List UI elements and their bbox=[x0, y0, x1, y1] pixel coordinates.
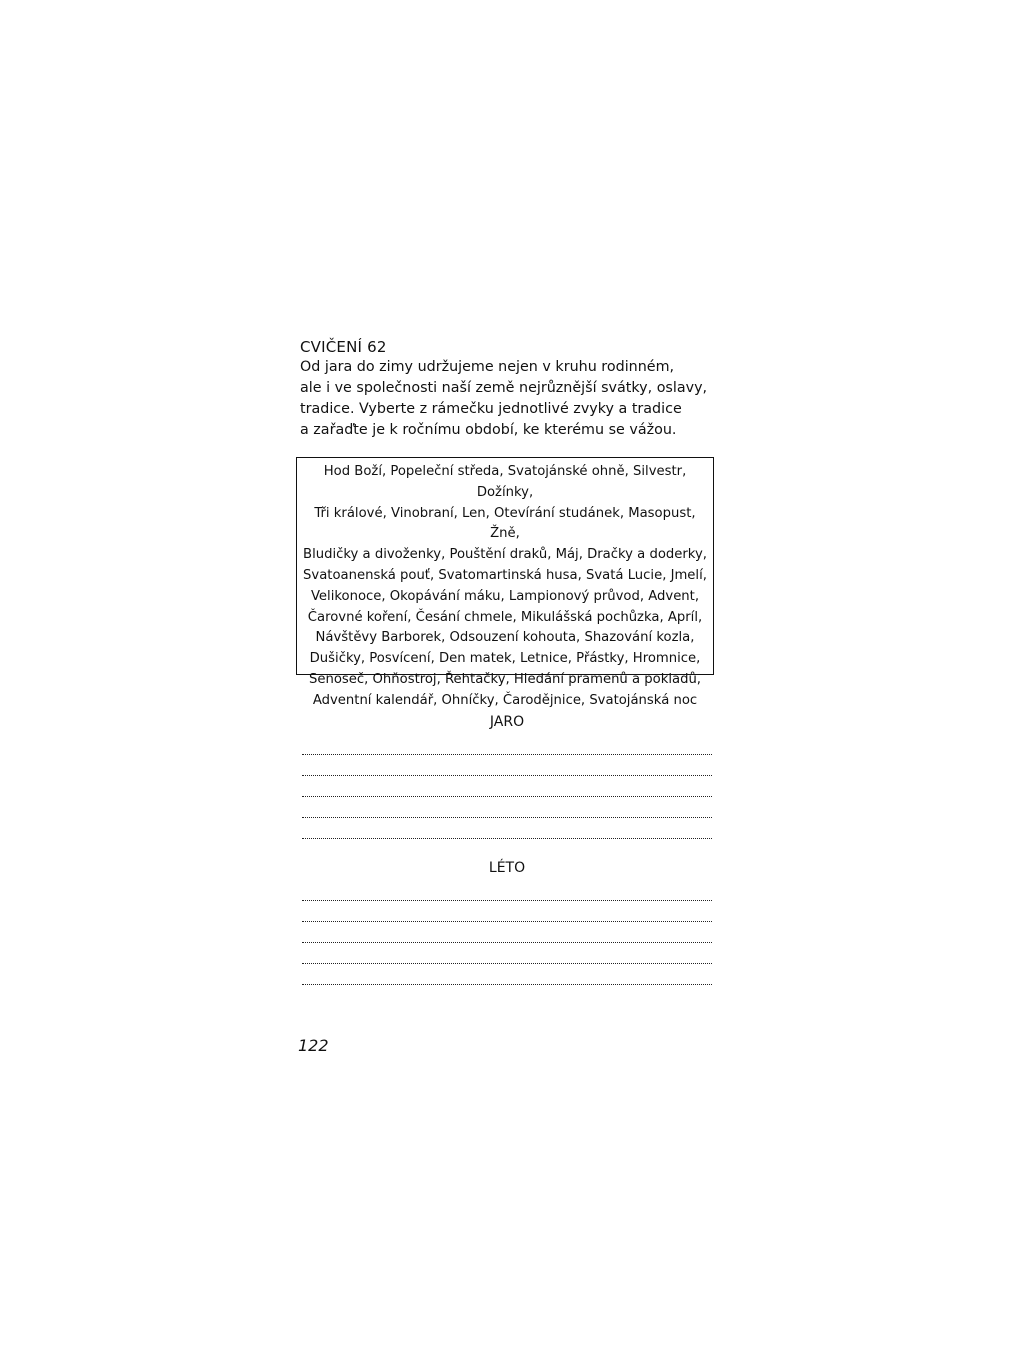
answer-line[interactable] bbox=[302, 822, 712, 843]
answer-line[interactable] bbox=[302, 884, 712, 905]
exercise-header bbox=[300, 337, 720, 441]
exercise-title: CVIČENÍ 62 bbox=[300, 338, 387, 356]
answer-line[interactable] bbox=[302, 968, 712, 989]
season-section-jaro bbox=[302, 712, 712, 843]
answer-line[interactable] bbox=[302, 780, 712, 801]
page-number: 122 bbox=[298, 1036, 329, 1055]
answer-line[interactable] bbox=[302, 738, 712, 759]
season-section-leto bbox=[302, 858, 712, 989]
exercise-instructions: Od jara do zimy udržujeme nejen v kruhu rodinném, ale i ve společnosti naší země nejrůznější svátky, oslavy, tradice. Vyberte z rámečku jednotlivé zvyky a tradice a zařaďte je k ročnímu období, ke kterému se vážou. bbox=[300, 359, 708, 438]
answer-line[interactable] bbox=[302, 926, 712, 947]
answer-line[interactable] bbox=[302, 759, 712, 780]
answer-line[interactable] bbox=[302, 905, 712, 926]
word-bank-box: Hod Boží, Popeleční středa, Svatojánské ohně, Silvestr, Dožínky, Tři králové, Vinobraní, Len, Otevírání studánek, Masopust, Žně, Bludičky a divoženky, Pouštění draků, Máj, Dračky a doderky, Svatoanenská pouť, Svatomartinská husa, Svatá Lucie, Jmelí, Velikonoce, Okopávání máku, Lampionový průvod, Advent, Čarovné koření, Česání chmele, Mikulášská pochůzka, Apríl, Návštěvy Barborek, Odsouzení kohouta, Shazování kozla, Dušičky, Posvícení, Den matek, Letnice, Přástky, Hromnice, Senoseč, Ohňostroj, Řehtačky, Hledání pramenů a pokladů, Adventní kalendář, Ohníčky, Čarodějnice, Svatojánská noc bbox=[296, 457, 714, 675]
season-heading-leto: LÉTO bbox=[488, 860, 526, 876]
season-heading-jaro: JARO bbox=[489, 714, 525, 730]
answer-line[interactable] bbox=[302, 801, 712, 822]
answer-line[interactable] bbox=[302, 947, 712, 968]
